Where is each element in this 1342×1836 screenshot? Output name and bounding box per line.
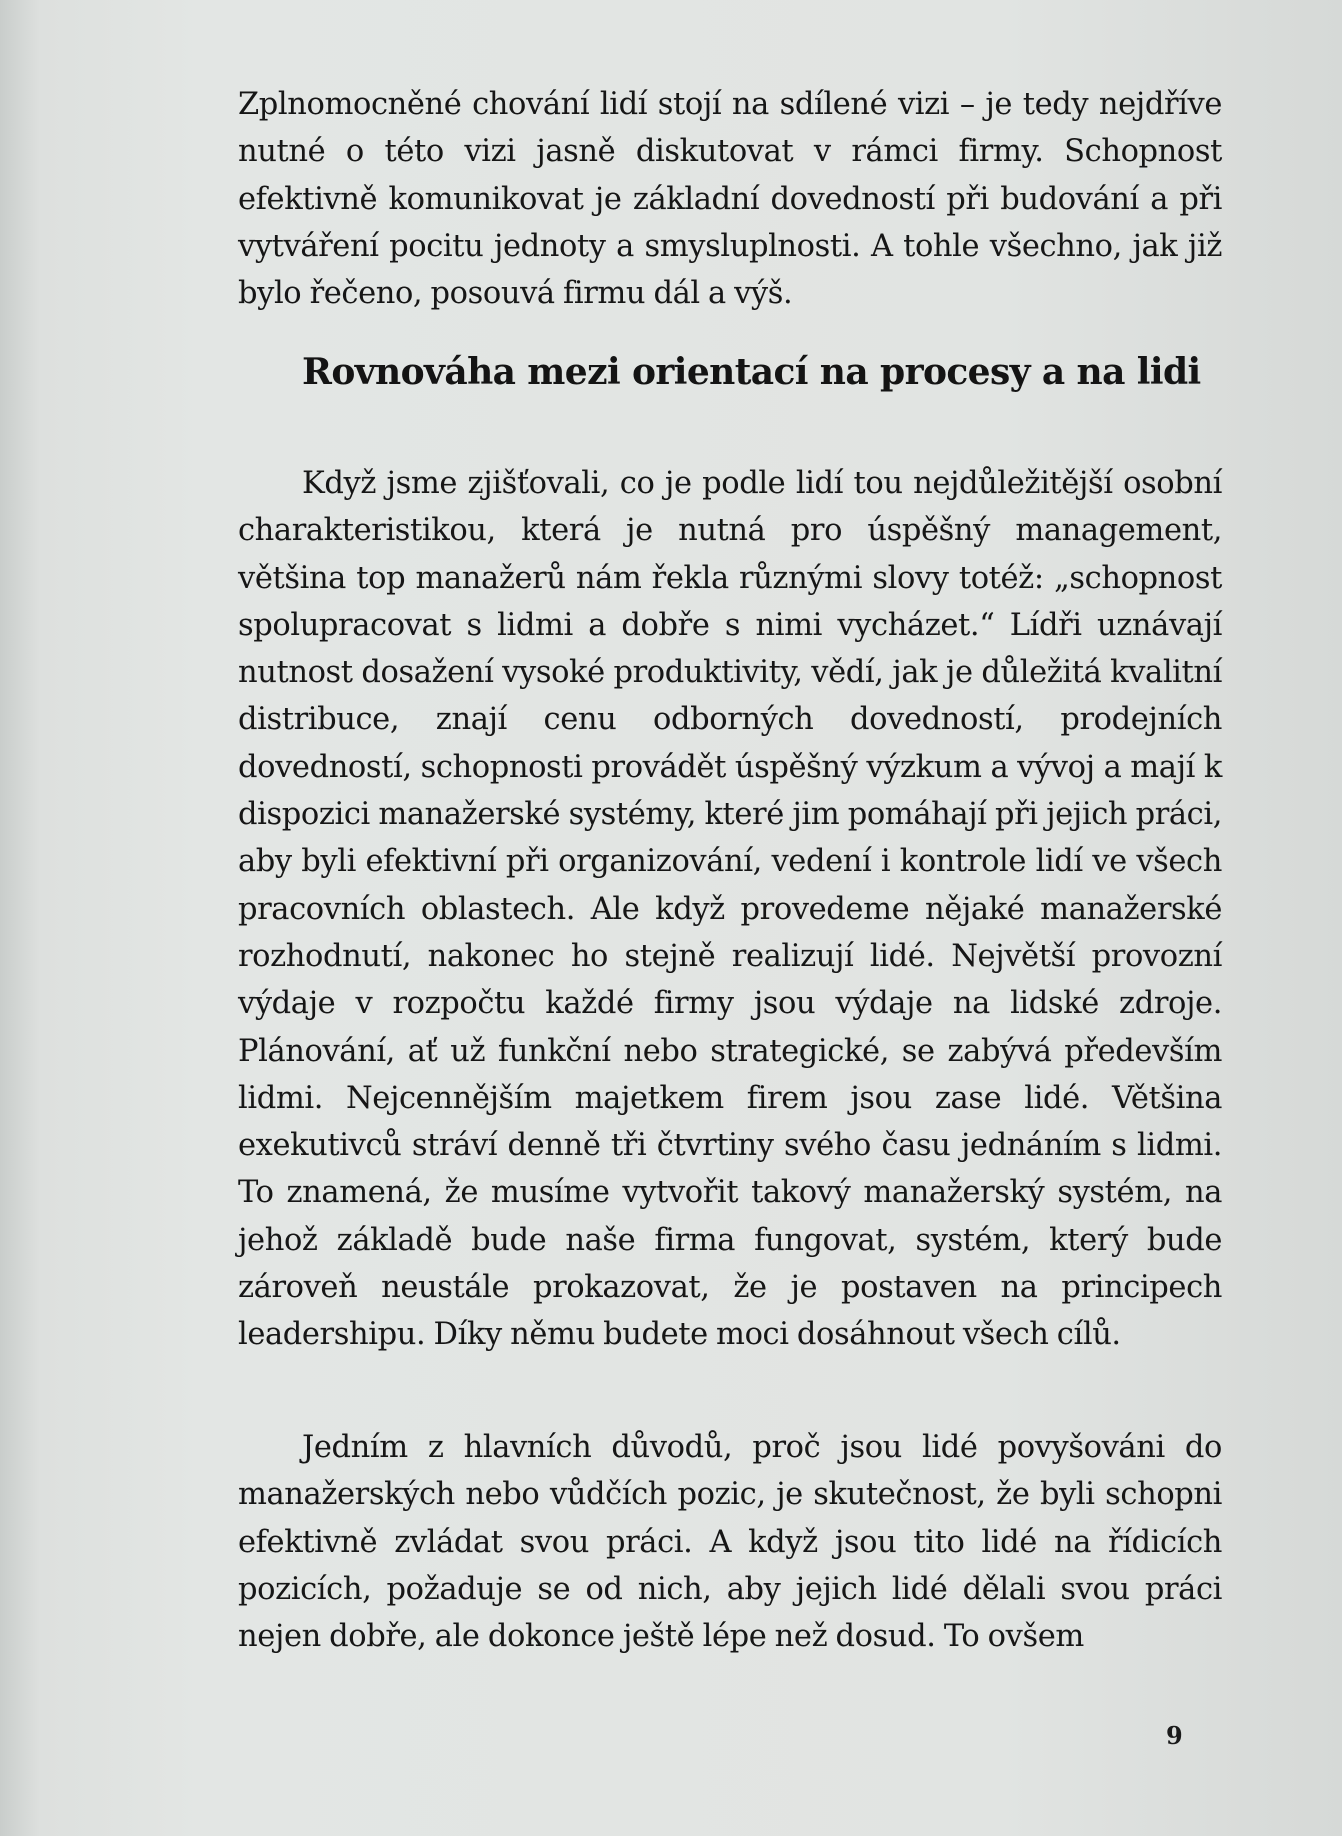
page-number: 9 (1166, 1721, 1183, 1750)
intro-paragraph: Zplnomocněné chování lidí stojí na sdílené vizi – je tedy nejdříve nutné o této vizi jasně diskutovat v rámci firmy. Schopnost efektivně komunikovat je základní dovedností při budování a při vytváření pocitu jednoty a smysluplnosti. A tohle všechno, jak již bylo řečeno, posouvá firmu dál a výš. (238, 87, 1222, 312)
body-paragraph-3: Jedním z hlavních důvodů, proč jsou lidé povyšováni do manažerských nebo vůdčích pozic, je skutečnost, že byli schopni efektivně zvládat svou práci. A když jsou tito lidé na řídicích pozicích, požaduje se od nich, aby jejich lidé dělali svou práci nejen dobře, ale dokonce ještě lépe než dosud. To ovšem (238, 1430, 1222, 1655)
section-heading: Rovnováha mezi orientací na procesy a na lidi (302, 351, 1201, 393)
body-paragraph-2: Když jsme zjišťovali, co je podle lidí tou nejdůležitější osobní charakteristikou, která je nutná pro úspěšný management, většina top manažerů nám řekla různými slovy totéž: „schopnost spolupracovat s lidmi a dobře s nimi vycházet.“ Lídři uznávají nutnost dosažení vysoké produktivity, vědí, jak je důležitá kvalitní distribuce, znají cenu odborných dovedností, prodejních dovedností, schopnosti provádět úspěšný výzkum a vývoj a mají k dispozici manažerské systémy, které jim pomáhají při jejich práci, aby byli efektivní při organizování, vedení i kontrole lidí ve všech pracovních oblastech. Ale když provedeme nějaké manažerské rozhodnutí, nakonec ho stejně realizují lidé. Největší provozní výdaje v rozpočtu každé firmy jsou výdaje na lidské zdroje. Plánování, ať už funkční nebo strategické, se zabývá především lidmi. Nejcennějším majetkem firem jsou zase lidé. Většina exekutivců stráví denně tři čtvrtiny svého času jednáním s lidmi. To znamená, že musíme vytvořit takový manažerský systém, na jehož základě bude naše firma fungovat, systém, který bude zároveň neustále prokazovat, že je postaven na principech leadershipu. Díky němu budete moci dosáhnout všech cílů. (238, 466, 1222, 1353)
